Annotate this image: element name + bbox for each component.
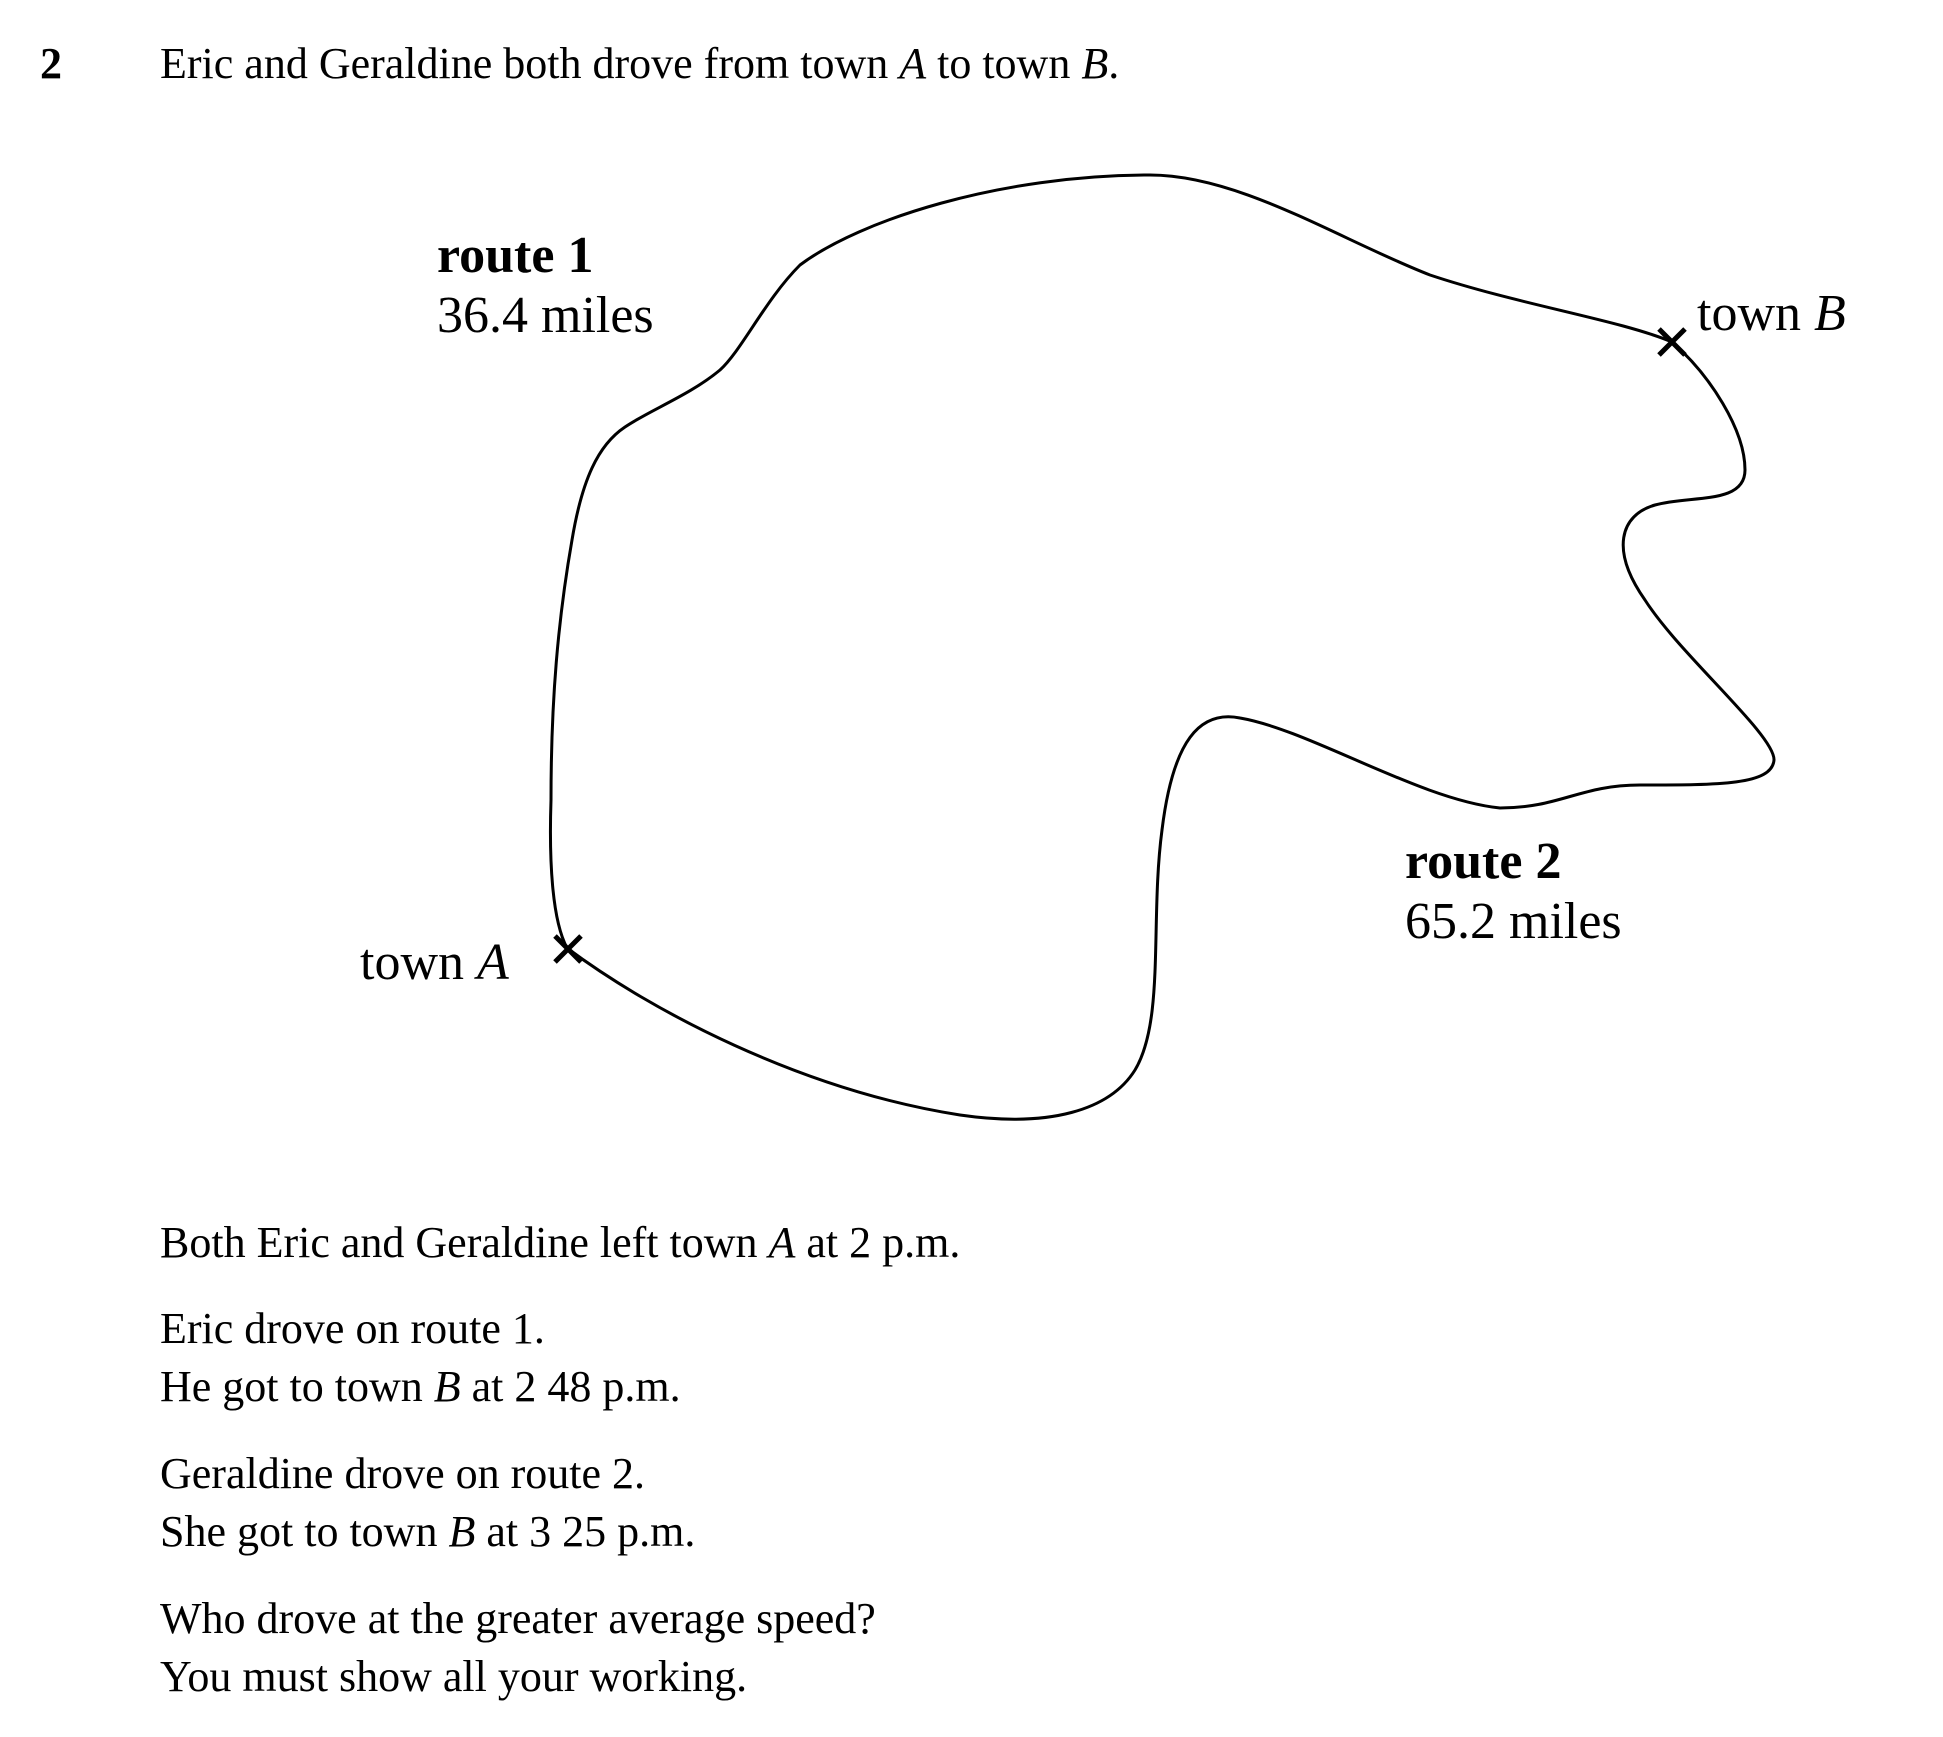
town-a-cross-icon [555,936,581,962]
paragraph-geraldine: Geraldine drove on route 2. She got to town B at 3 25 p.m. [160,1449,696,1556]
route-1-distance: 36.4 miles [437,286,654,344]
town-a-label: town A [360,934,509,991]
route-1-label [437,226,654,346]
paragraph-eric: Eric drove on route 1. He got to town B at 2 48 p.m. [160,1304,681,1411]
paragraph-departure: Both Eric and Geraldine left town A at 2 p.m. [160,1218,961,1267]
route-1-name: route 1 [437,227,594,284]
question-intro: Eric and Geraldine both drove from town A to town B. [160,39,1120,88]
route-2-label [1405,832,1622,952]
route-2-distance: 65.2 miles [1405,892,1622,950]
route-2-name: route 2 [1405,833,1562,890]
town-b-label: town B [1697,285,1846,342]
question-number: 2 [40,39,62,88]
paragraph-question: Who drove at the greater average speed? You must show all your working. [160,1594,876,1701]
town-b-cross-icon [1659,329,1685,355]
route-2-path [567,342,1774,1119]
